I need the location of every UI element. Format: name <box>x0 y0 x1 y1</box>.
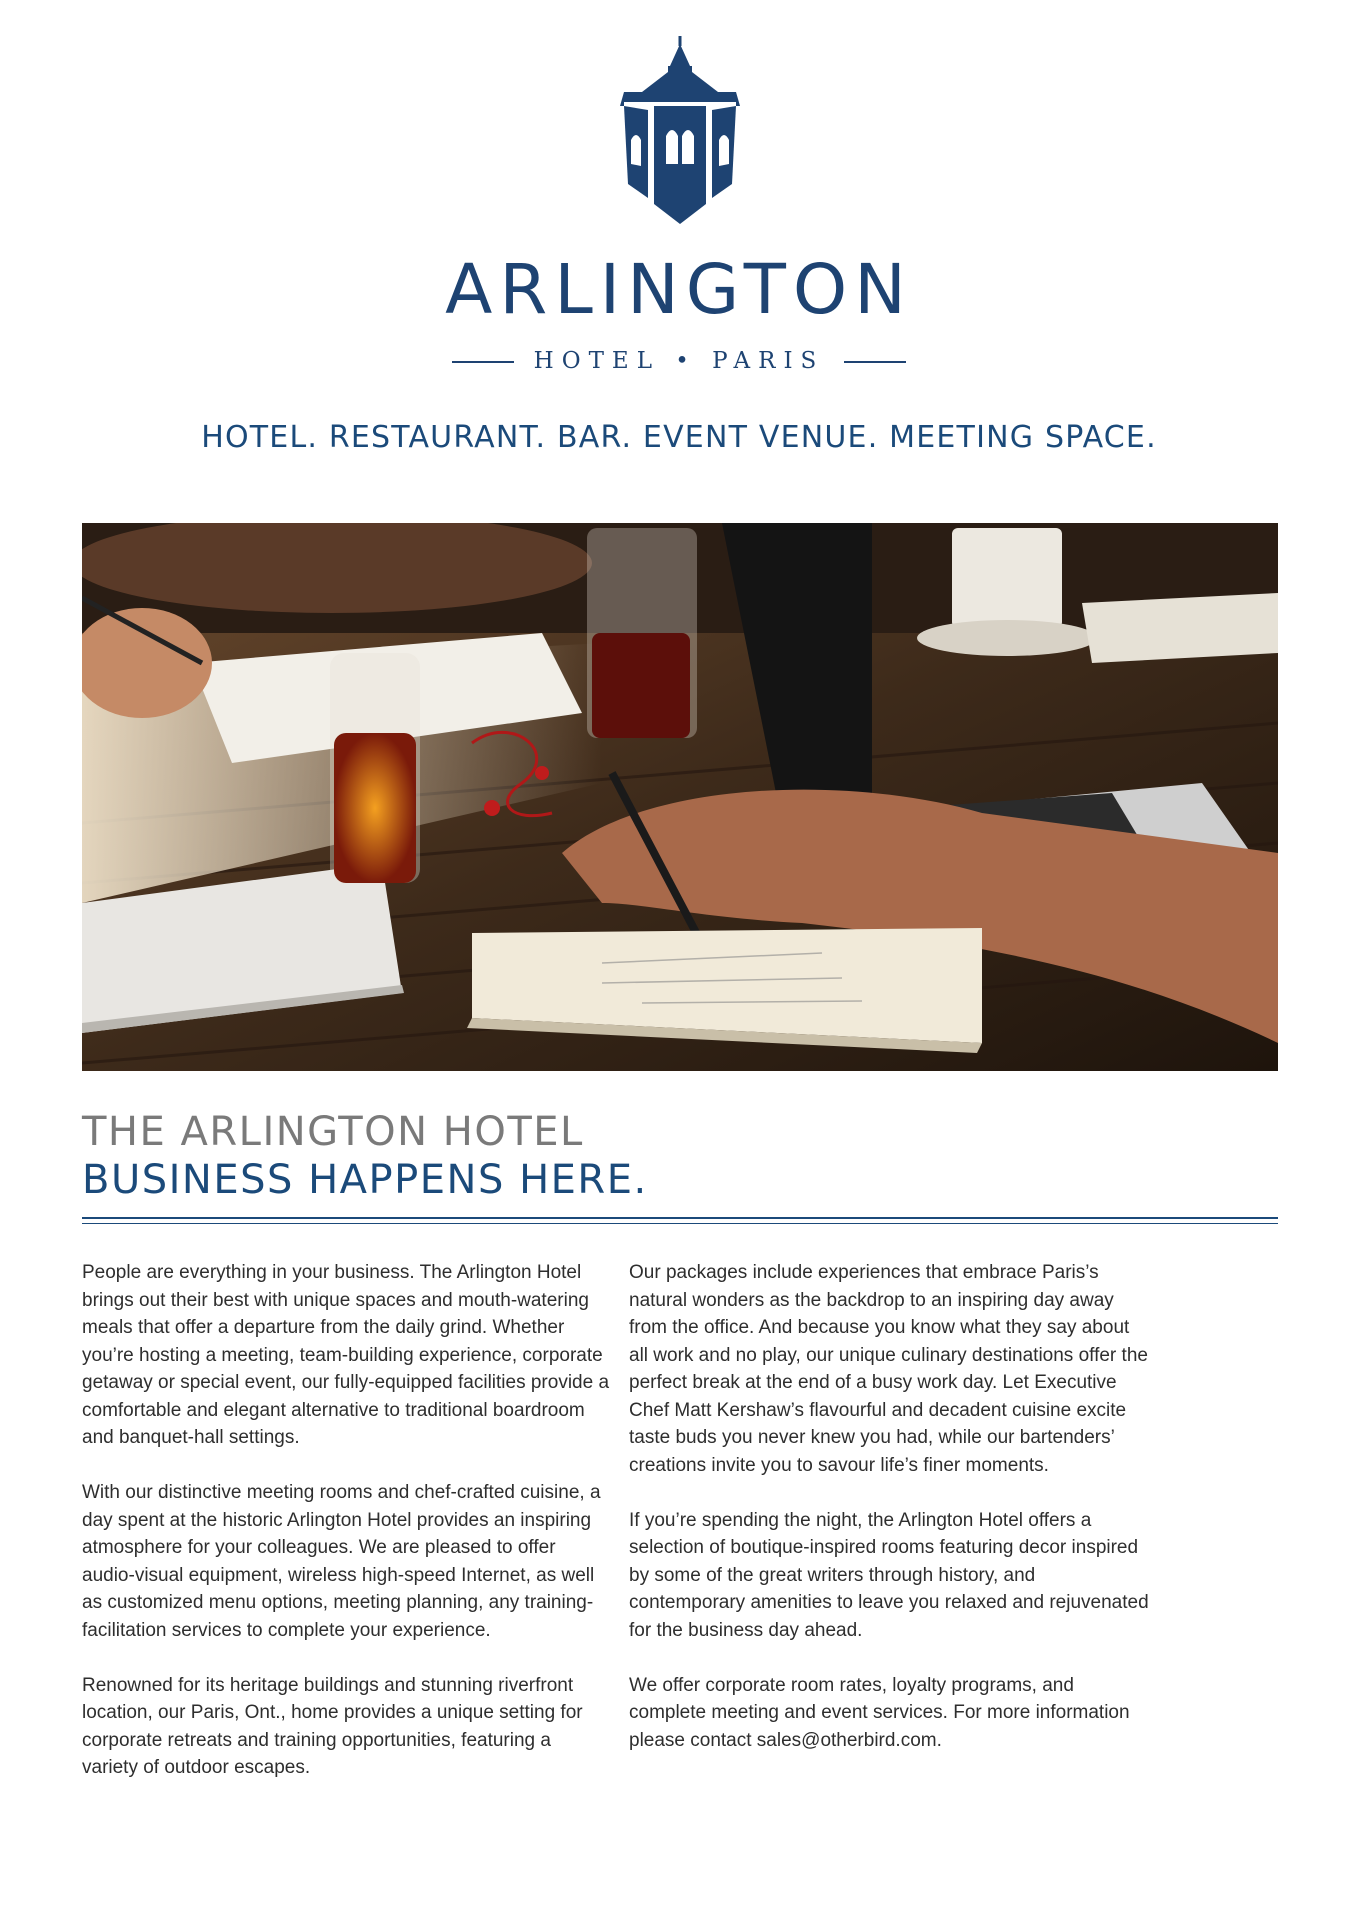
paragraph: People are everything in your business. The Arlington Hotel brings out their best with unique spaces and mouth-watering meals that offer a departure from the daily grind. Whether you’re hosting a meeting, team-building experience, corporate getaway or special event, our fully-equipped facilities provide a comfortable and elegant alternative to traditional boardroom and banquet-hall settings. <box>82 1262 610 1448</box>
brand-subtitle <box>0 350 1358 373</box>
body-column-left <box>82 1259 612 1809</box>
paragraph: With our distinctive meeting rooms and chef-crafted cuisine, a day spent at the historic Arlington Hotel provides an inspiring atmosphere for your colleagues. We are pleased to offer audio-visual equipment, wireless high-speed Internet, as well as customized menu options, meeting planning, any training-facilitation services to complete your experience. <box>82 1482 601 1641</box>
paragraph: If you’re spending the night, the Arlington Hotel offers a selection of boutique-inspired rooms featuring decor inspired by some of the great writers through history, and contemporary amenities to leave you relaxed and rejuvenated for the business day ahead. <box>629 1509 1149 1641</box>
divider <box>452 361 514 363</box>
hero-photo <box>82 523 1278 1071</box>
headline-tagline: BUSINESS HAPPENS HERE. <box>82 1157 648 1203</box>
brand-location: HOTEL • PARIS <box>533 348 825 374</box>
brand-name: ARLINGTON <box>445 250 913 330</box>
headline-title: THE ARLINGTON HOTEL <box>82 1109 584 1155</box>
divider <box>844 361 906 363</box>
paragraph: Our packages include experiences that embrace Paris’s natural wonders as the backdrop to an inspiring day away from the office. And because you know what they say about all work and no play, our unique culinary destinations offer the perfect break at the end of a busy work day. Let Executive Chef Matt Kershaw’s flavourful and decadent cuisine excite taste buds you never knew you had, while our bartenders’ creations invite you to savour life’s finer moments. <box>629 1262 1148 1476</box>
paragraph: Renowned for its heritage buildings and stunning riverfront location, our Paris, Ont., home provides a unique setting for corporate retreats and training opportunities, featuring a variety of outdoor escapes. <box>82 1674 583 1778</box>
paragraph: We offer corporate room rates, loyalty programs, and complete meeting and event services. For more information please contact sales@otherbird.com. <box>629 1674 1130 1751</box>
section-divider <box>82 1217 1278 1225</box>
services-tagline: HOTEL. RESTAURANT. BAR. EVENT VENUE. MEETING SPACE. <box>201 420 1157 455</box>
tower-logo-icon <box>620 36 740 224</box>
body-column-right <box>629 1259 1149 1782</box>
